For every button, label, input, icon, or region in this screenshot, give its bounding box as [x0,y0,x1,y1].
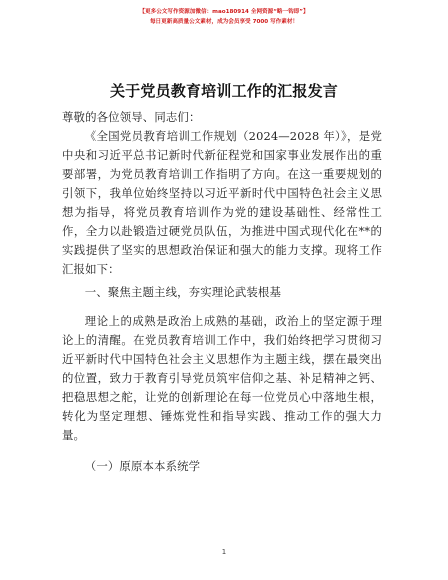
salutation: 尊敬的各位领导、同志们： [62,110,201,124]
paragraph-intro: 《全国党员教育培训工作规划（2024—2028 年）》，是党中央和习近平总书记新时代新征程党和国家事业发展作出的重要部署，为党员教育培训工作指明了方向。在这一重要规划的引领下，我单位始终坚持以习近平新时代中国特色社会主义思想为指导，将党员教育培训作为党的建设基础性、经常性工作，全力以赴锻造过硬党员队伍，为推进中国式现代化在**的实践提供了坚实的思想政治保证和强大的能力支撑。现将工作汇报如下： [62,129,382,276]
document-body [62,108,382,476]
promo-banner [0,7,448,27]
promo-banner-line-1: 【更多公文写作资源加微信：mao180914 全网资源“略一钩即”】 [139,9,309,15]
section-heading-1: 一、聚焦主题主线，夯实理论武装根基 [84,285,281,299]
promo-banner-line-2: 每日更新高质量公文素材，成为会员享受 7000 写作素材！ [149,19,299,25]
page-number: 1 [221,548,227,556]
subsection-heading-1: （一）原原本本系统学 [84,459,201,473]
document-title: 关于党员教育培训工作的汇报发言 [109,82,338,100]
paragraph-section-1: 理论上的成熟是政治上成熟的基础，政治上的坚定源于理论上的清醒。在党员教育培训工作中，我们始终把学习贯彻习近平新时代中国特色社会主义思想作为主题主线，摆在最突出的位置，致力于教育引导党员筑牢信仰之基、补足精神之钙、把稳思想之舵，让党的创新理论在每一位党员心中落地生根，转化为坚定理想、锤炼党性和指导实践、推动工作的强大力量。 [62,314,382,442]
